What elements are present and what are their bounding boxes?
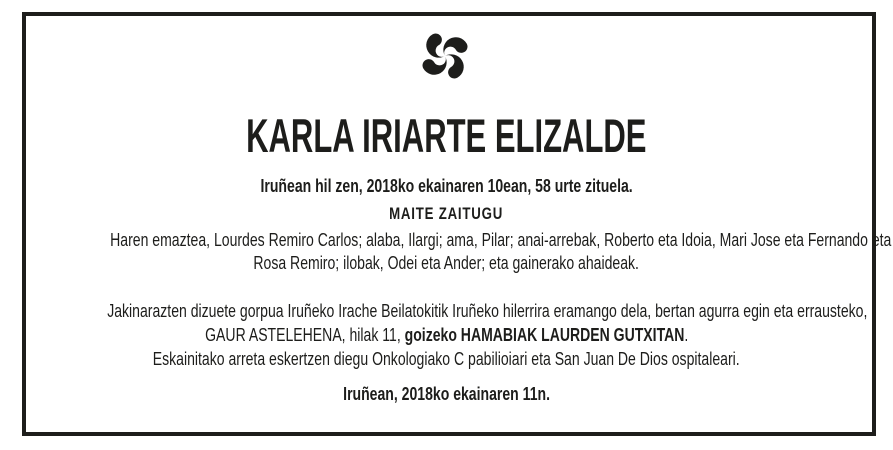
ceremony-suffix: . [684, 325, 689, 345]
family-members-line-2: Rosa Remiro; ilobak, Odei eta Ander; eta gainerako ahaideak. [253, 253, 640, 273]
lauburu-icon [414, 25, 476, 87]
family-members-line-1: Haren emaztea, Lourdes Remiro Carlos; alaba, Ilargi; ama, Pilar; anai-arrebak, Roberto eta Idoia, Mari Jose eta Fernando eta [110, 230, 892, 250]
acknowledgement-line: Eskainitako arreta eskertzen diegu Onkologiako C pabilioiari eta San Juan De Dios ospitaleari. [153, 349, 740, 369]
death-announcement-line: Iruñean hil zen, 2018ko ekainaren 10ean, 58 urte zituela. [260, 176, 633, 196]
ceremony-time-line [0, 325, 893, 347]
ceremony-prefix: GAUR ASTELEHENA, hilak 11, [204, 325, 405, 345]
deceased-name-heading [0, 108, 893, 164]
ceremony-highlight: goizeko HAMABIAK LAURDEN GUTXITAN [404, 325, 685, 345]
deceased-name-text: KARLA IRIARTE ELIZALDE [246, 109, 647, 162]
funeral-info-line: Jakinarazten dizuete gorpua Iruñeko Irache Beilatokitik Iruñeko hilerrira eramango dela, bertan agurra egin eta errausteko, [107, 301, 868, 321]
closing-date-line: Iruñean, 2018ko ekainaren 11n. [343, 384, 550, 404]
tribute-line: MAITE ZAITUGU [389, 204, 504, 223]
